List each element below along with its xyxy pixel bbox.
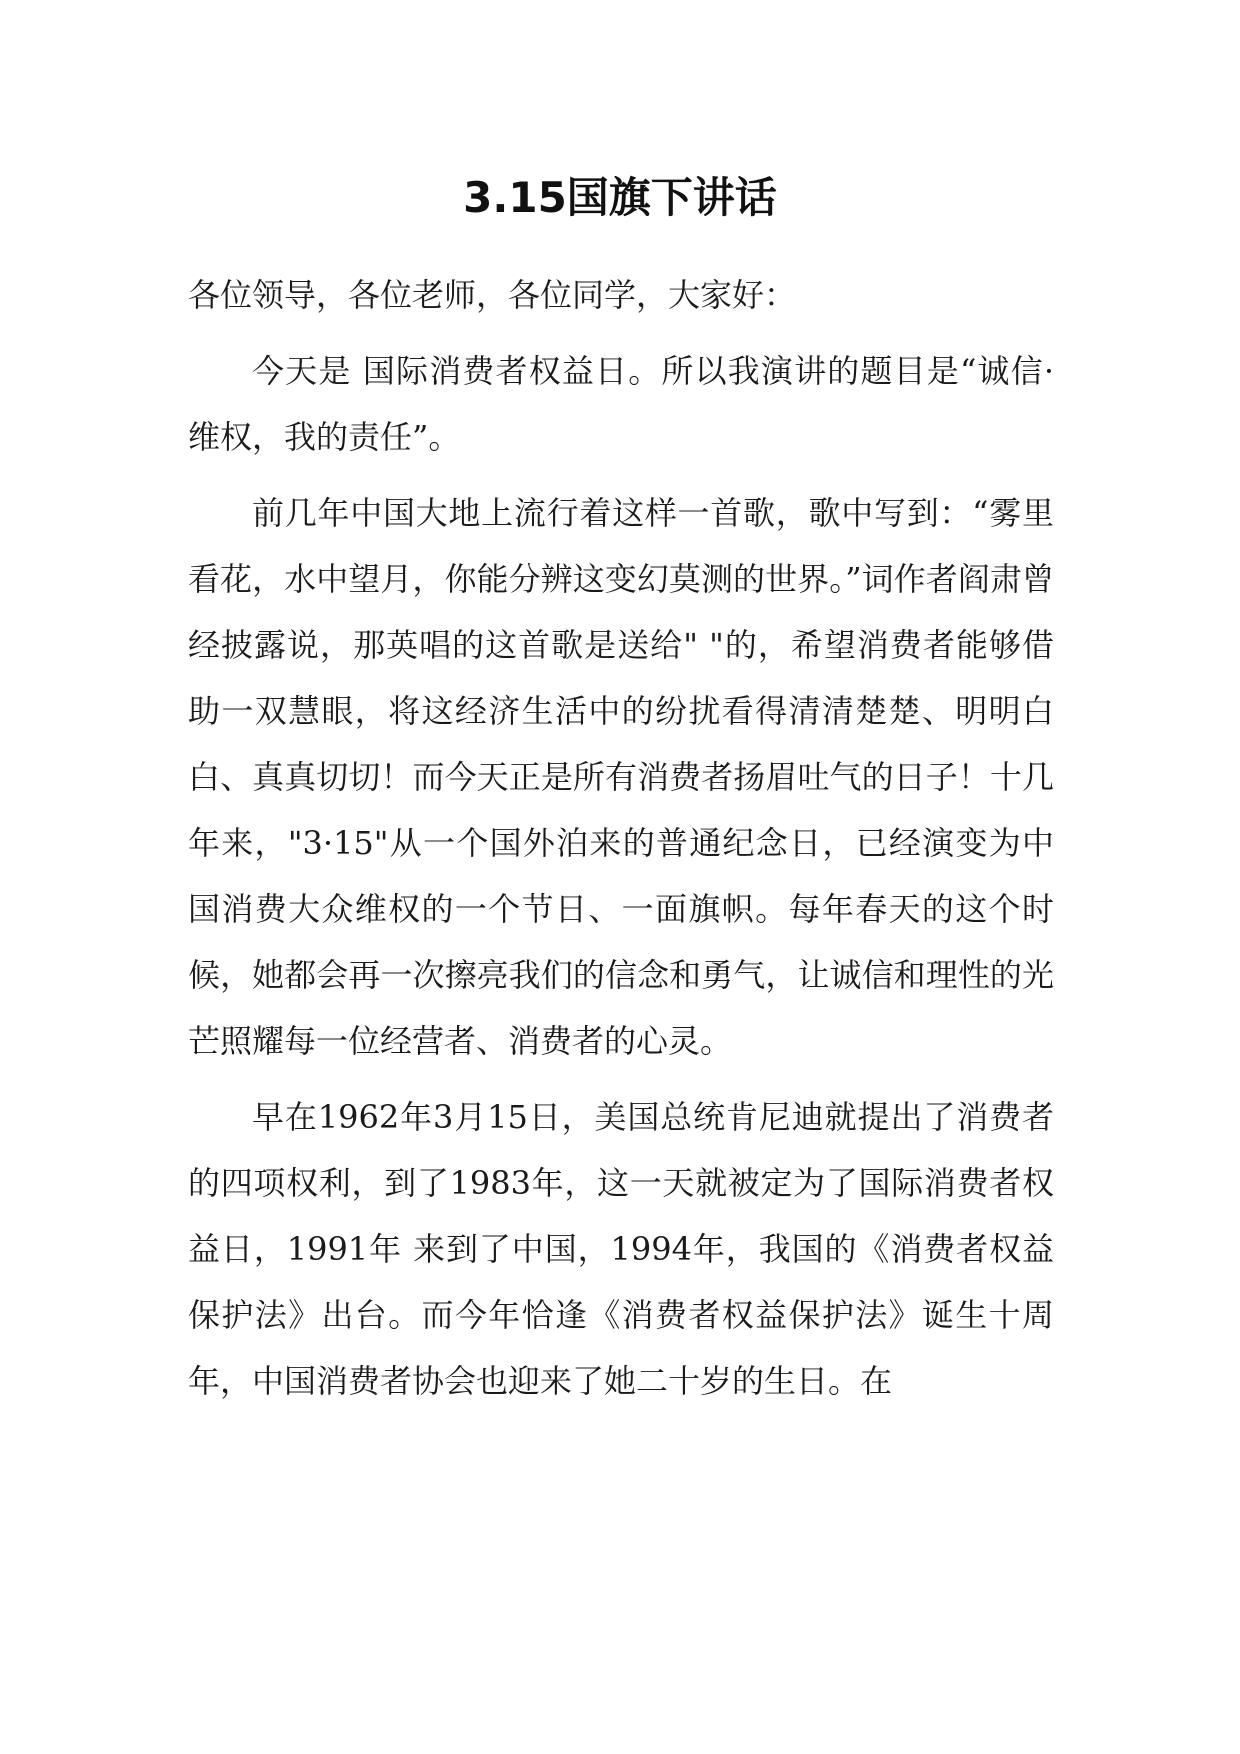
document-body bbox=[188, 262, 1054, 1424]
greeting-paragraph: 各位领导，各位老师，各位同学，大家好： bbox=[188, 276, 797, 314]
paragraph-2: 前几年中国大地上流行着这样一首歌，歌中写到：“雾里看花，水中望月，你能分辨这变幻莫测的世界。”词作者阎肃曾经披露说，那英唱的这首歌是送给" "的，希望消费者能够借助一双慧眼，将这经济生活中的纷扰看得清清楚楚、明明白白、真真切切！而今天正是所有消费者扬眉吐气的日子！十几年来，"3·15"从一个国外泊来的普通纪念日，已经演变为中国消费大众维权的一个节日、一面旗帜。每年春天的这个时候，她都会再一次擦亮我们的信念和勇气，让诚信和理性的光芒照耀每一位经营者、消费者的心灵。 bbox=[188, 494, 1054, 1060]
paragraph-1: 今天是 国际消费者权益日。所以我演讲的题目是“诚信·维权，我的责任”。 bbox=[188, 352, 1054, 456]
page-title: 3.15国旗下讲话 bbox=[463, 173, 777, 222]
paragraph-3: 早在1962年3月15日，美国总统肯尼迪就提出了消费者的四项权利，到了1983年，这一天就被定为了国际消费者权益日，1991年 来到了中国，1994年，我国的《消费者权益保护法》出台。而今年恰逢《消费者权益保护法》诞生十周年，中国消费者协会也迎来了她二十岁的生日。在 bbox=[188, 1098, 1054, 1400]
